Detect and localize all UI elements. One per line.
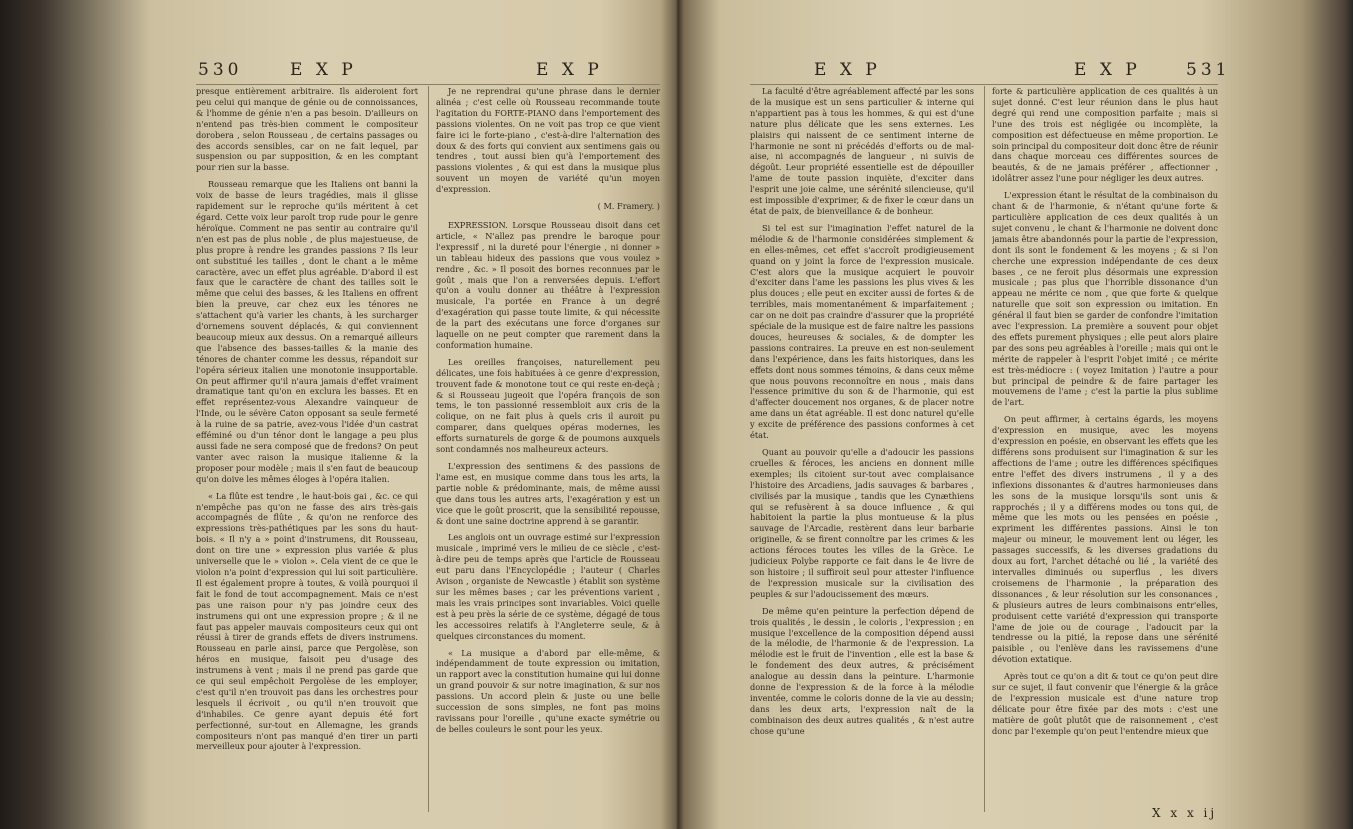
head-rule: [750, 84, 1218, 85]
running-head-right-text: E X P: [536, 60, 603, 80]
running-head-right-text: E X P: [1074, 60, 1141, 80]
text-column-3: [750, 86, 974, 822]
paragraph: EXPRESSION. Lorsque Rousseau disoit dans cet article, « N'allez pas prendre le baroque pour l'expressif , ni la dureté pour l'énergie , ni donner » un tableau hideux des passions que vous voulez » rendre , &c. » Il posoit des bornes reconnues par le goût , mais que l'on a renversées depuis. L'effort qu'on a voulu donner au théâtre à l'expression musicale, l'a portée en France à un degré d'exagération qui passe toute limite, & qui nécessite de la part des exécutans une force d'organes sur laquelle on ne peut compter que rarement dans la conformation humaine.: [436, 219, 660, 350]
running-head-left-text: E X P: [814, 60, 881, 80]
text-column-4: [992, 86, 1218, 822]
paragraph: « La musique a d'abord par elle-même, & indépendamment de toute expression ou imitation, un rapport avec la constitution humaine qui lui donne un grand pouvoir & sur notre imagination, & sur nos passions. Un accord plein & juste ou une belle succession de sons simples, ne font pas moins ravissans pour l'oreille , qu'une exacte symétrie ou de belles couleurs le sont pour les yeux.: [436, 647, 660, 734]
running-head: [150, 60, 678, 84]
paragraph: Les oreilles françoises, naturellement peu délicates, une fois habituées à ce genre d'expression, trouvent fade & monotone tout ce qui reste en-deçà ; & si Rousseau jugeoit que l'opéra françois de son tems, le ton passionné ressembloit aux cris de la colique, on ne fait plus à quels cris il auroit pu comparer, dans quelques opéras modernes, les efforts surnaturels de gorge & de poumons auxquels sont condamnés nos malheureux acteurs.: [436, 356, 660, 455]
paragraph: Si tel est sur l'imagination l'effet naturel de la mélodie & de l'harmonie considérées simplement & en elles-mêmes, cet effet s'accroît prodigieusement quand on y joint la force de l'expression musicale. C'est alors que la musique acquiert le pouvoir d'exciter dans l'ame les passions les plus vives & les plus douces ; elle peut en exciter aussi de fortes & de terribles, mais momentanément & imparfaitement ; car on ne doit pas craindre d'assurer que la propriété spéciale de la musique est de faire naître les passions douces, heureuses & sociales, & de dompter les passions contraires. La preuve en est non-seulement dans l'expérience, dans les faits historiques, dans les effets dont nous sommes témoins, & dans ceux même que nous pouvons reconnoître en nous , mais dans l'essence primitive du son & de l'harmonie, qui est d'affecter doucement nos organes, & de placer notre ame dans un état agréable. Il est donc naturel qu'elle y excite de préférence des passions conformes à cet état.: [750, 222, 974, 441]
paragraph: « La flûte est tendre , le haut-bois gai , &c. ce qui n'empêche pas qu'on ne fasse des airs très-gais accompagnés de flûte , & qu'on ne renforce des expressions très-pathétiques par les sons du haut-bois. « Il n'y a » point d'instrumens, dit Rousseau, dont on tire une » expression plus variée & plus universelle que le » violon ». Cela vient de ce que le violon n'a point d'expression qui lui soit particulière. Il est également propre à toutes, & voilà pourquoi il fait le fond de tout accompagnement. Mais ce n'est pas une raison pour n'y pas joindre ceux des instrumens qui ont une expression propre ; & il ne faut pas appeler mauvais compositeurs ceux qui ont réussi à tirer de grands effets de divers instrumens. Rousseau en parle ainsi, parce que Pergolèse, son héros en musique, faisoit peu d'usage des instrumens à vent ; mais il ne prend pas garde que ce qui seul empêchoit Pergolèse de les employer, c'est qu'il n'en trouvoit pas dans les orchestres pour lesquels il écrivoit , ou qu'il n'en trouvoit que d'inhabiles. Ce genre ayant depuis été fort perfectionné, sur-tout en Allemagne, les grands compositeurs n'ont pas manqué d'en tirer un parti merveilleux pour ajouter à l'expression.: [196, 490, 418, 752]
paragraph: presque entièrement arbitraire. Ils aideroient fort peu celui qui manque de génie ou de connoissances, & l'homme de génie n'en a pas besoin. D'ailleurs on n'entend pas très-bien comment le compositeur dorobera , selon Rousseau , de certains passages ou des accords sensibles, car on ne fait lequel, par suspension ou par supposition, & en les comptant pour rien sur la basse.: [196, 86, 418, 173]
text-column-1: [196, 86, 418, 822]
signature-mark: X x x ij: [1152, 806, 1218, 820]
head-rule: [196, 84, 660, 85]
paragraph: De même qu'en peinture la perfection dépend de trois qualités , le dessin , le coloris , l'expression ; en musique l'excellence de la composition dépend aussi de la mélodie, de l'harmonie & de l'expression. La mélodie est le fruit de l'invention , elle est la base & le fondement des deux autres, & précisément analogue au dessin dans la peinture. L'harmonie donne de l'expression & de la force à la mélodie inventée, comme le coloris donne de la vie au dessin; dans les deux arts, l'expression naît de la combinaison des deux autres qualités , & n'est autre chose qu'une: [750, 605, 974, 736]
running-head: [678, 60, 1298, 84]
paragraph: L'expression des sentimens & des passions de l'ame est, en musique comme dans tous les arts, la partie noble & prédominante, mais, de même aussi que dans tous les autres arts, l'exagération y est un vice que le goût proscrit, que la sensibilité repousse, & dont une saine doctrine apprend à se garantir.: [436, 461, 660, 526]
page-number: 530: [198, 60, 243, 80]
running-head-left-text: E X P: [290, 60, 357, 80]
paragraph: Rousseau remarque que les Italiens ont banni la voix de basse de leurs tragédies, mais il glisse rapidement sur le reproche qu'ils méritent à cet égard. Cette voix leur paroît trop rude pour le genre héroïque. Comment ne pas sentir au contraire qu'il n'en est pas de plus noble , de plus majestueuse, de plus propre à rendre les grandes passions ? Ils leur ont substitué les tailles , dont le chant a le même caractère, avec un effet plus agréable. D'abord il est faux que le caractère de chant des tailles soit le même que celui des basses, & les Italiens en offrent bien la preuve, car chez eux les ténores ne s'attachent qu'à varier les chants, à les surcharger d'ornemens souvent déplacés, & qui conviennent beaucoup mieux aux dessus. On a remarqué ailleurs que l'absence des basses-tailles & la manie des ténores de chanter comme les dessus, répandoit sur l'opéra sérieux italien une monotonie insupportable. On peut affirmer qu'il n'aura jamais d'effet vraiment dramatique tant qu'on en exclura les basses. Et en effet représentez-vous Alexandre vainqueur de l'Inde, ou le sévère Caton opposant sa seule fermeté à la ruine de sa patrie, avez-vous l'idée d'un castrat efféminé ou d'un ténor dont le langage a peu plus aussi fade ne sera composé que de fredons? On peut vanter avec raison la musique italienne & la proposer pour modèle ; mais il s'en faut de beaucoup qu'on doive les mêmes éloges à l'opéra italien.: [196, 179, 418, 484]
column-rule: [428, 86, 429, 812]
left-page: [150, 0, 678, 829]
paragraph: La faculté d'être agréablement affecté par les sons de la musique est un sens particulier & interne qui n'appartient pas à tous les hommes, & qui est d'une nature plus délicate que les sens externes. Les plaisirs qui naissent de ce sentiment interne de l'harmonie ne sont ni précédés d'efforts ou de mal-aise, ni accompagnés de langueur , ni suivis de dégoût. Leur propriété essentielle est de dépouiller l'ame de toute passion inquiète, d'exciter dans l'esprit une joie calme, une sérénité silencieuse, qu'il est impossible d'exprimer, & de fixer le cœur dans un état de paix, de bienveillance & de bonheur.: [750, 86, 974, 216]
paragraph: Je ne reprendrai qu'une phrase dans le dernier alinéa ; c'est celle où Rousseau recommande toute l'agitation du FORTE-PIANO dans l'emportement des passions violentes. On ne voit pas trop ce que vient faire ici le forte-piano , c'est-à-dire l'alternation des doux & des forts qui convient aux sentimens gais ou tendres , tout aussi bien qu'à l'emportement des passions violentes , & qui est dans la musique plus souvent un moyen de variété qu'un moyen d'expression.: [436, 86, 660, 195]
page-number: 531: [1186, 60, 1231, 80]
paragraph: forte & particulière application de ces qualités à un sujet donné. C'est leur réunion dans le plus haut degré qui rend une composition parfaite ; mais si l'une des trois est négligée ou incomplète, la composition est défectueuse en même proportion. Le soin principal du compositeur doit donc être de réunir dans chaque morceau ces différentes sources de beautés, & de ne jamais préférer , affectionner , idolâtrer assez l'une pour négliger les deux autres.: [992, 86, 1218, 184]
paragraph: Quant au pouvoir qu'elle a d'adoucir les passions cruelles & féroces, les anciens en donnent mille exemples; ils citoient sur-tout avec complaisance l'histoire des Arcadiens, jadis sauvages & barbares , civilisés par la musique , tandis que les Cynæthiens qui se refusèrent à sa douce influence , & qui habitoient la partie la plus montueuse & la plus sauvage de l'Arcadie, restèrent dans leur barbarie originelle, & se firent connoître par les crimes & les actions féroces toutes les villes de la Grèce. Le judicieux Polybe rapporte ce fait dans le 4e livre de son histoire ; il suffiroit seul pour attester l'influence de l'expression musicale sur la civilisation des peuples & sur l'adoucissement des mœurs.: [750, 447, 974, 599]
author-signature: ( M. Framery. ): [597, 201, 660, 212]
right-page: [678, 0, 1298, 829]
text-column-2: [436, 86, 660, 822]
paragraph: L'expression étant le résultat de la combinaison du chant & de l'harmonie, & n'étant qu'une forte & particulière application de ces deux qualités à un sujet convenu , le chant & l'harmonie ne doivent donc jamais être abandonnés pour la partie de l'expression, dont ils sont le fondement & les moyens ; & si l'on cherche une expression indépendante de ces deux bases , ce ne feroit plus désormais une expression musicale ; pas plus que l'horrible dissonance d'un appeau ne mérite ce nom , que que forte & quelque naturelle que soit son expression ou imitation. En général il faut bien se garder de confondre l'imitation avec l'expression. La première a souvent pour objet des effets purement physiques ; elle peut alors plaire par des sons peu agréables à l'oreille ; mais qui ont le mérite de rappeler à l'esprit l'objet imité ; ce mérite est très-médiocre : ( voyez Imitation ) l'autre a pour but principal de peindre & de faire partager les mouvemens de l'ame ; c'est la partie la plus sublime de l'art.: [992, 190, 1218, 408]
paragraph: Les anglois ont un ouvrage estimé sur l'expression musicale , imprimé vers le milieu de ce siècle , c'est-à-dire peu de temps après que l'article de Rousseau eut paru dans l'Encyclopédie ; l'auteur ( Charles Avison , organiste de Newcastle ) établit son système sur les mêmes bases ; car les préventions varient , mais les vrais principes sont invariables. Voici quelle est à peu près la série de ce système, dégagé de tous les accessoires relatifs à l'Angleterre seule, & à quelques circonstances du moment.: [436, 532, 660, 641]
column-rule: [984, 86, 985, 812]
paragraph: Après tout ce qu'on a dit & tout ce qu'on peut dire sur ce sujet, il faut convenir que l'énergie & la grâce de l'expression musicale est d'une nature trop délicate pour être fixée par des mots : c'est une matière de goût plutôt que de raisonnement , c'est donc par l'exemple qu'on peut l'entendre mieux que: [992, 671, 1218, 736]
paragraph: On peut affirmer, à certains égards, les moyens d'expression en musique, avec les moyens d'expression en poésie, en observant les effets que les différens sons produisent sur l'imagination & sur les affections de l'ame ; outre les différences spécifiques entre l'effet des divers instrumens , il y a des inflexions dissonantes & d'autres harmonieuses dans les sons de la musique lorsqu'ils sont unis & rapprochés ; il y a différens modes ou tons qui, de même que les mots ou les pensées en poésie , expriment les différentes passions. Ainsi le ton majeur ou mineur, le mouvement lent ou léger, les passages successifs, & les diverses gradations du doux au fort, l'archet détaché ou lié , la variété des intervalles diminués ou superflus , les divers croisemens de l'harmonie , la préparation des dissonances , & leur résolution sur les consonances , & plusieurs autres de leurs combinaisons entr'elles, produisent cette variété d'expression qui transporte l'ame de joie ou de courage , l'adoucit par la tendresse ou la pitié, la repose dans une sérénité paisible , ou l'enlève dans les ravissemens d'une dévotion extatique.: [992, 414, 1218, 665]
